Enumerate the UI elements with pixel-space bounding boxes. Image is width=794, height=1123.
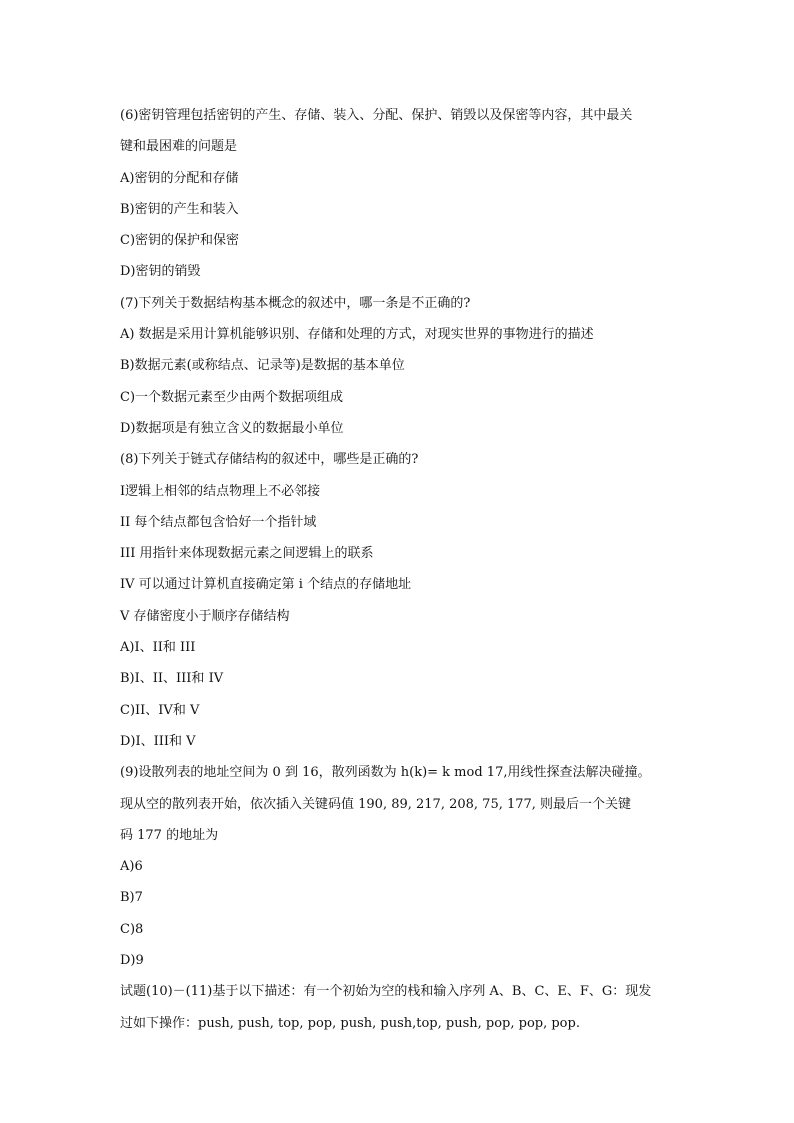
q7-stem: (7)下列关于数据结构基本概念的叙述中，哪一条是不正确的? (120, 295, 471, 311)
q10-11-intro-line-2: 过如下操作：push, push, top, pop, push, push,top, push, pop, pop, pop. (120, 1015, 580, 1031)
q8-option-c: C)II、IV和 V (120, 702, 200, 718)
q8-option-b: B)I、II、III和 IV (120, 671, 224, 687)
q9-option-c: C)8 (120, 921, 144, 937)
q9-stem-line-1: (9)设散列表的地址空间为 0 到 16，散列函数为 h(k)= k mod 17,用线性探查法解决碰撞。 (120, 765, 651, 781)
q8-statement-iii: III 用指针来体现数据元素之间逻辑上的联系 (120, 546, 374, 562)
q9-option-a: A)6 (120, 859, 143, 875)
q8-option-a: A)I、II和 III (120, 640, 196, 656)
q6-stem-line-1: (6)密钥管理包括密钥的产生、存储、装入、分配、保护、销毁以及保密等内容，其中最关 (120, 108, 633, 123)
q6-stem-line-2: 键和最困难的问题是 (120, 139, 238, 155)
q10-11-intro-line-1: 试题(10)－(11)基于以下描述：有一个初始为空的栈和输入序列 A、B、C、E、F、G：现发 (120, 984, 652, 1000)
q7-option-d: D)数据项是有独立含义的数据最小单位 (120, 420, 344, 436)
q8-statement-i: I逻辑上相邻的结点物理上不必邻接 (120, 483, 321, 499)
q6-option-b: B)密钥的产生和装入 (120, 201, 239, 217)
q8-statement-v: V 存储密度小于顺序存储结构 (120, 608, 290, 624)
q6-option-a: A)密钥的分配和存储 (120, 170, 239, 186)
q6-option-c: C)密钥的保护和保密 (120, 233, 240, 249)
q9-option-d: D)9 (120, 953, 144, 969)
q9-stem-line-3: 码 177 的地址为 (120, 827, 219, 843)
document-page (120, 100, 680, 1039)
q7-option-a: A) 数据是采用计算机能够识别、存储和处理的方式，对现实世界的事物进行的描述 (120, 327, 594, 343)
q9-option-b: B)7 (120, 890, 143, 906)
q7-option-b: B)数据元素(或称结点、记录等)是数据的基本单位 (120, 358, 405, 374)
q8-statement-ii: II 每个结点都包含恰好一个指针域 (120, 514, 317, 530)
q8-stem: (8)下列关于链式存储结构的叙述中，哪些是正确的? (120, 452, 419, 468)
q9-stem-line-2: 现从空的散列表开始，依次插入关键码值 190, 89, 217, 208, 75, 177, 则最后一个关键 (120, 796, 632, 812)
q7-option-c: C)一个数据元素至少由两个数据项组成 (120, 389, 344, 405)
q8-option-d: D)I、III和 V (120, 733, 196, 749)
q6-option-d: D)密钥的销毁 (120, 264, 201, 280)
q8-statement-iv: IV 可以通过计算机直接确定第 i 个结点的存储地址 (120, 577, 412, 593)
